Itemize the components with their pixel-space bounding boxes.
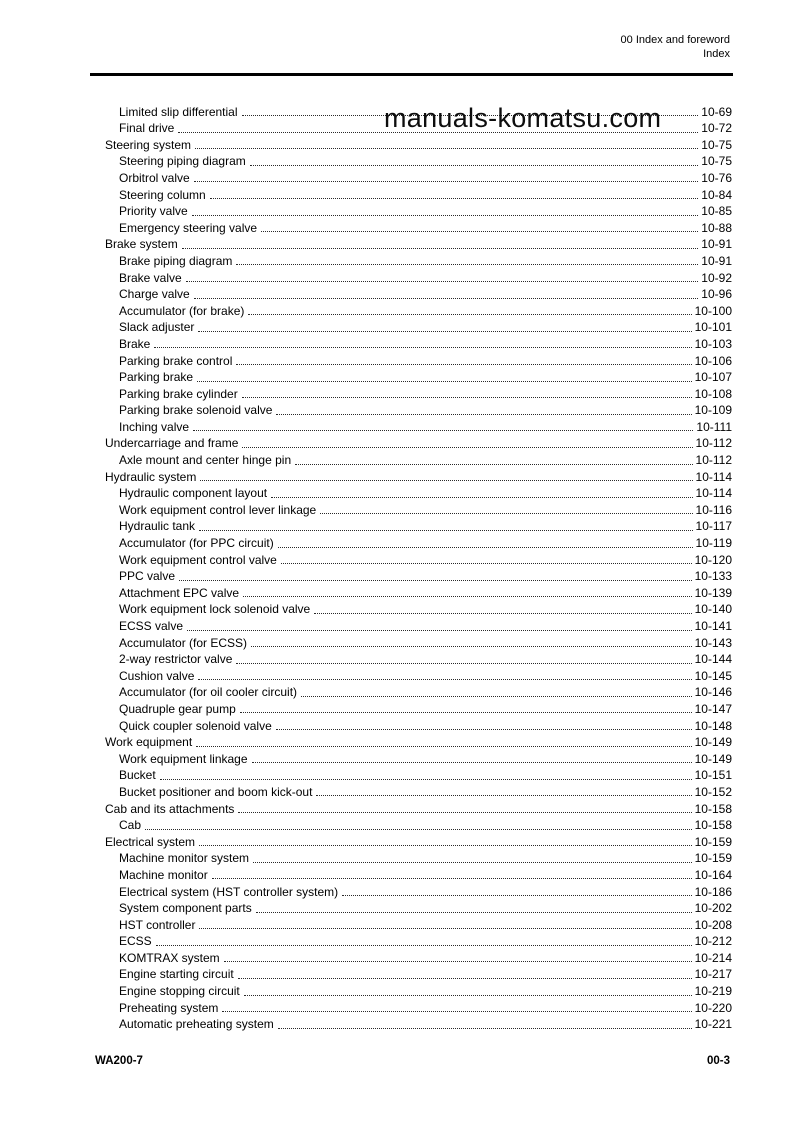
dot-leader	[154, 347, 691, 348]
toc-entry-label: Work equipment control valve	[119, 552, 277, 567]
toc-row	[95, 1016, 732, 1033]
toc-entry-label: Priority valve	[119, 204, 188, 219]
toc-entry-label: PPC valve	[119, 569, 176, 584]
dot-leader	[251, 646, 692, 647]
toc-row	[95, 352, 732, 369]
dot-leader	[238, 812, 691, 813]
toc-row	[95, 817, 732, 834]
dot-leader	[192, 215, 699, 216]
dot-leader	[198, 679, 691, 680]
toc-row	[95, 518, 732, 535]
toc-entry-page: 10-139	[694, 585, 732, 600]
toc-entry-page: 10-133	[694, 569, 732, 584]
dot-leader	[278, 547, 693, 548]
dot-leader	[200, 480, 692, 481]
header-rule	[90, 73, 733, 76]
toc-row	[95, 169, 732, 186]
dot-leader	[252, 762, 692, 763]
toc-row	[95, 103, 732, 120]
toc-row	[95, 584, 732, 601]
dot-leader	[196, 746, 691, 747]
toc-row	[95, 153, 732, 170]
dot-leader	[156, 945, 692, 946]
toc-row	[95, 750, 732, 767]
toc-entry-page: 10-103	[694, 336, 732, 351]
toc-entry-page: 10-119	[695, 536, 732, 551]
header-chapter: 00 Index and foreword	[620, 34, 730, 46]
toc-entry-page: 10-214	[694, 950, 732, 965]
toc-entry-label: Work equipment control lever linkage	[119, 502, 317, 517]
toc-entry-label: Hydraulic tank	[119, 519, 196, 534]
toc-entry-page: 10-158	[694, 818, 732, 833]
toc-entry-page: 10-114	[695, 469, 732, 484]
dot-leader	[261, 231, 698, 232]
toc-entry-page: 10-108	[694, 386, 732, 401]
dot-leader	[242, 397, 692, 398]
watermark: manuals-komatsu.com	[384, 103, 662, 133]
dot-leader	[197, 381, 692, 382]
toc-entry-label: Accumulator (for oil cooler circuit)	[119, 685, 298, 700]
toc-entry-page: 10-221	[694, 1017, 732, 1032]
toc-row	[95, 916, 732, 933]
toc-row	[95, 219, 732, 236]
toc-entry-page: 10-111	[696, 419, 732, 434]
toc-entry-label: Brake	[119, 336, 151, 351]
dot-leader	[256, 912, 692, 913]
toc-row	[95, 418, 732, 435]
dot-leader	[222, 1011, 691, 1012]
dot-leader	[238, 978, 692, 979]
toc-entry-page: 10-101	[694, 320, 732, 335]
toc-entry-page: 10-148	[694, 718, 732, 733]
toc-entry-label: Steering piping diagram	[119, 154, 246, 169]
toc-entry-label: Accumulator (for PPC circuit)	[119, 536, 274, 551]
page-footer	[95, 1055, 730, 1067]
toc-entry-page: 10-219	[694, 984, 732, 999]
toc-row	[95, 120, 732, 137]
toc-entry-label: Hydraulic component layout	[119, 486, 268, 501]
toc-row	[95, 203, 732, 220]
dot-leader	[248, 314, 691, 315]
toc-row	[95, 601, 732, 618]
toc-row	[95, 783, 732, 800]
toc-row	[95, 667, 732, 684]
toc-entry-page: 10-186	[694, 884, 732, 899]
toc-entry-label: Preheating system	[119, 1000, 219, 1015]
toc-row	[95, 734, 732, 751]
dot-leader	[198, 331, 691, 332]
toc-entry-label: Steering system	[105, 137, 192, 152]
toc-entry-label: Parking brake solenoid valve	[119, 403, 273, 418]
toc-entry-label: Accumulator (for brake)	[119, 303, 245, 318]
dot-leader	[236, 663, 691, 664]
toc-entry-page: 10-100	[694, 303, 732, 318]
toc-row	[95, 136, 732, 153]
toc-entry-label: Parking brake control	[119, 353, 233, 368]
toc-row	[95, 767, 732, 784]
toc-entry-page: 10-158	[694, 801, 732, 816]
toc-entry-page: 10-143	[694, 635, 732, 650]
toc-row	[95, 634, 732, 651]
toc-entry-page: 10-147	[694, 701, 732, 716]
toc-entry-page: 10-109	[694, 403, 732, 418]
toc-entry-page: 10-91	[701, 253, 732, 268]
dot-leader	[295, 464, 692, 465]
toc-entry-page: 10-152	[694, 784, 732, 799]
footer-page-number: 00-3	[706, 1055, 730, 1067]
dot-leader	[243, 596, 692, 597]
toc-entry-page: 10-84	[701, 187, 732, 202]
dot-leader	[242, 115, 699, 116]
toc-entry-label: Bucket	[119, 768, 156, 783]
toc-row	[95, 252, 732, 269]
toc-entry-page: 10-107	[694, 370, 732, 385]
dot-leader	[276, 414, 691, 415]
dot-leader	[195, 148, 698, 149]
toc-row	[95, 684, 732, 701]
toc-entry-page: 10-120	[694, 552, 732, 567]
toc-row	[95, 999, 732, 1016]
toc-entry-label: Brake valve	[119, 270, 182, 285]
toc-row	[95, 833, 732, 850]
dot-leader	[145, 829, 692, 830]
dot-leader	[193, 430, 693, 431]
toc-entry-page: 10-146	[694, 685, 732, 700]
header-section: Index	[703, 48, 730, 60]
toc-entry-label: ECSS	[119, 934, 152, 949]
toc-entry-page: 10-112	[695, 436, 732, 451]
toc-entry-label: Quick coupler solenoid valve	[119, 718, 272, 733]
dot-leader	[342, 895, 691, 896]
toc-entry-label: Bucket positioner and boom kick-out	[119, 784, 313, 799]
toc-row	[95, 186, 732, 203]
toc-row	[95, 435, 732, 452]
toc-entry-page: 10-92	[701, 270, 732, 285]
toc-row	[95, 866, 732, 883]
toc-entry-label: Hydraulic system	[105, 469, 197, 484]
toc-row	[95, 850, 732, 867]
dot-leader	[160, 779, 692, 780]
toc-entry-label: Work equipment lock solenoid valve	[119, 602, 311, 617]
toc-row	[95, 286, 732, 303]
toc-entry-label: Automatic preheating system	[119, 1017, 274, 1032]
toc-entry-page: 10-141	[694, 619, 732, 633]
toc-entry-label: Slack adjuster	[119, 320, 195, 335]
toc-entry-page: 10-112	[695, 453, 732, 468]
toc-entry-label: Parking brake	[119, 370, 194, 385]
dot-leader	[199, 530, 692, 531]
toc-row	[95, 568, 732, 585]
toc-row	[95, 883, 732, 900]
toc-entry-page: 10-88	[701, 220, 732, 235]
dot-leader	[320, 513, 692, 514]
toc-entry-label: Electrical system (HST controller system)	[119, 884, 339, 899]
toc-entry-label: Brake system	[105, 237, 178, 252]
toc-entry-label: Attachment EPC valve	[119, 585, 240, 600]
toc-row	[95, 982, 732, 999]
toc-entry-page: 10-91	[701, 237, 732, 252]
toc-entry-label: Machine monitor system	[119, 851, 250, 866]
dot-leader	[253, 862, 692, 863]
toc-entry-label: Charge valve	[119, 287, 190, 302]
toc-row	[95, 933, 732, 950]
dot-leader	[240, 712, 692, 713]
toc-entry-label: Steering column	[119, 187, 206, 202]
dot-leader	[194, 298, 699, 299]
toc-entry-label: Limited slip differential	[119, 104, 238, 119]
toc-entry-label: Machine monitor	[119, 867, 208, 882]
toc-row	[95, 617, 732, 634]
dot-leader	[179, 580, 692, 581]
toc-entry-label: Cushion valve	[119, 668, 195, 683]
dot-leader	[250, 165, 699, 166]
toc-entry-page: 10-140	[694, 602, 732, 617]
toc-entry-label: Electrical system	[105, 834, 196, 849]
toc-entry-page: 10-117	[695, 519, 732, 534]
toc-row	[95, 501, 732, 518]
dot-leader	[276, 729, 692, 730]
toc-entry-page: 10-149	[694, 751, 732, 766]
dot-leader	[199, 845, 692, 846]
dot-leader	[178, 132, 698, 133]
toc-row	[95, 700, 732, 717]
toc-row	[95, 800, 732, 817]
toc-entry-page: 10-106	[694, 353, 732, 368]
toc-entry-label: ECSS valve	[119, 619, 184, 633]
toc-entry-page: 10-116	[695, 502, 732, 517]
toc-row	[95, 269, 732, 286]
toc-entry-page: 10-202	[694, 901, 732, 916]
toc-entry-page: 10-75	[701, 154, 732, 169]
dot-leader	[244, 995, 692, 996]
toc-row	[95, 651, 732, 668]
toc-entry-page: 10-208	[694, 917, 732, 932]
toc-entry-label: Cab and its attachments	[105, 801, 235, 816]
dot-leader	[212, 878, 692, 879]
toc-entry-label: Engine stopping circuit	[119, 984, 240, 999]
toc-row	[95, 451, 732, 468]
dot-leader	[281, 563, 692, 564]
dot-leader	[236, 364, 691, 365]
toc-row	[95, 966, 732, 983]
toc-entry-label: Quadruple gear pump	[119, 701, 236, 716]
dot-leader	[236, 264, 698, 265]
toc-row	[95, 335, 732, 352]
toc-row	[95, 900, 732, 917]
dot-leader	[199, 928, 691, 929]
toc-entry-page: 10-96	[701, 287, 732, 302]
toc-entry-label: Orbitrol valve	[119, 170, 190, 185]
page-header	[621, 33, 730, 61]
dot-leader	[210, 198, 699, 199]
dot-leader	[271, 497, 692, 498]
toc-entry-page: 10-159	[694, 834, 732, 849]
dot-leader	[278, 1028, 692, 1029]
toc-entry-page: 10-164	[694, 867, 732, 882]
toc-entry-label: Cab	[119, 818, 142, 833]
toc-entry-page: 10-149	[694, 735, 732, 750]
toc-entry-label: 2-way restrictor valve	[119, 652, 233, 667]
toc-row	[95, 485, 732, 502]
toc-row	[95, 385, 732, 402]
dot-leader	[182, 248, 699, 249]
toc-entry-label: Accumulator (for ECSS)	[119, 635, 248, 650]
dot-leader	[186, 281, 699, 282]
toc-entry-page: 10-75	[701, 137, 732, 152]
dot-leader	[301, 696, 692, 697]
toc-row	[95, 236, 732, 253]
footer-model: WA200-7	[95, 1055, 143, 1067]
toc-entry-page: 10-114	[695, 486, 732, 501]
toc-entry-label: System component parts	[119, 901, 252, 916]
dot-leader	[242, 447, 692, 448]
toc-entry-label: Parking brake cylinder	[119, 386, 238, 401]
toc-entry-label: Undercarriage and frame	[105, 436, 239, 451]
toc-entry-page: 10-212	[694, 934, 732, 949]
toc-entry-label: Emergency steering valve	[119, 220, 258, 235]
dot-leader	[314, 613, 691, 614]
toc-row	[95, 302, 732, 319]
toc-entry-page: 10-76	[701, 170, 732, 185]
toc-entry-page: 10-144	[694, 652, 732, 667]
dot-leader	[316, 795, 691, 796]
toc-row	[95, 468, 732, 485]
dot-leader	[187, 630, 692, 631]
toc-entry-label: Brake piping diagram	[119, 253, 233, 268]
toc-entry-page: 10-85	[701, 204, 732, 219]
toc-entry-page: 10-159	[694, 851, 732, 866]
toc-entry-page: 10-72	[701, 121, 732, 136]
toc-entry-page: 10-151	[694, 768, 732, 783]
toc-entry-label: HST controller	[119, 917, 196, 932]
toc-row	[95, 717, 732, 734]
toc-entry-page: 10-220	[694, 1000, 732, 1015]
toc-row	[95, 369, 732, 386]
toc-entry-label: KOMTRAX system	[119, 950, 220, 965]
toc-entry-page: 10-217	[694, 967, 732, 982]
toc-entry-label: Inching valve	[119, 419, 190, 434]
toc-entry-label: Axle mount and center hinge pin	[119, 453, 292, 468]
toc-row	[95, 402, 732, 419]
toc-entry-label: Final drive	[119, 121, 175, 136]
toc-entry-label: Work equipment	[105, 735, 193, 750]
toc-entry-label: Engine starting circuit	[119, 967, 234, 982]
toc-entry-label: Work equipment linkage	[119, 751, 248, 766]
toc-row	[95, 319, 732, 336]
dot-leader	[224, 961, 692, 962]
toc-row	[95, 534, 732, 551]
toc-entry-page: 10-69	[701, 104, 732, 119]
toc-list	[95, 103, 732, 1032]
toc-row	[95, 949, 732, 966]
toc-entry-page: 10-145	[694, 668, 732, 683]
dot-leader	[194, 181, 699, 182]
toc-row	[95, 551, 732, 568]
